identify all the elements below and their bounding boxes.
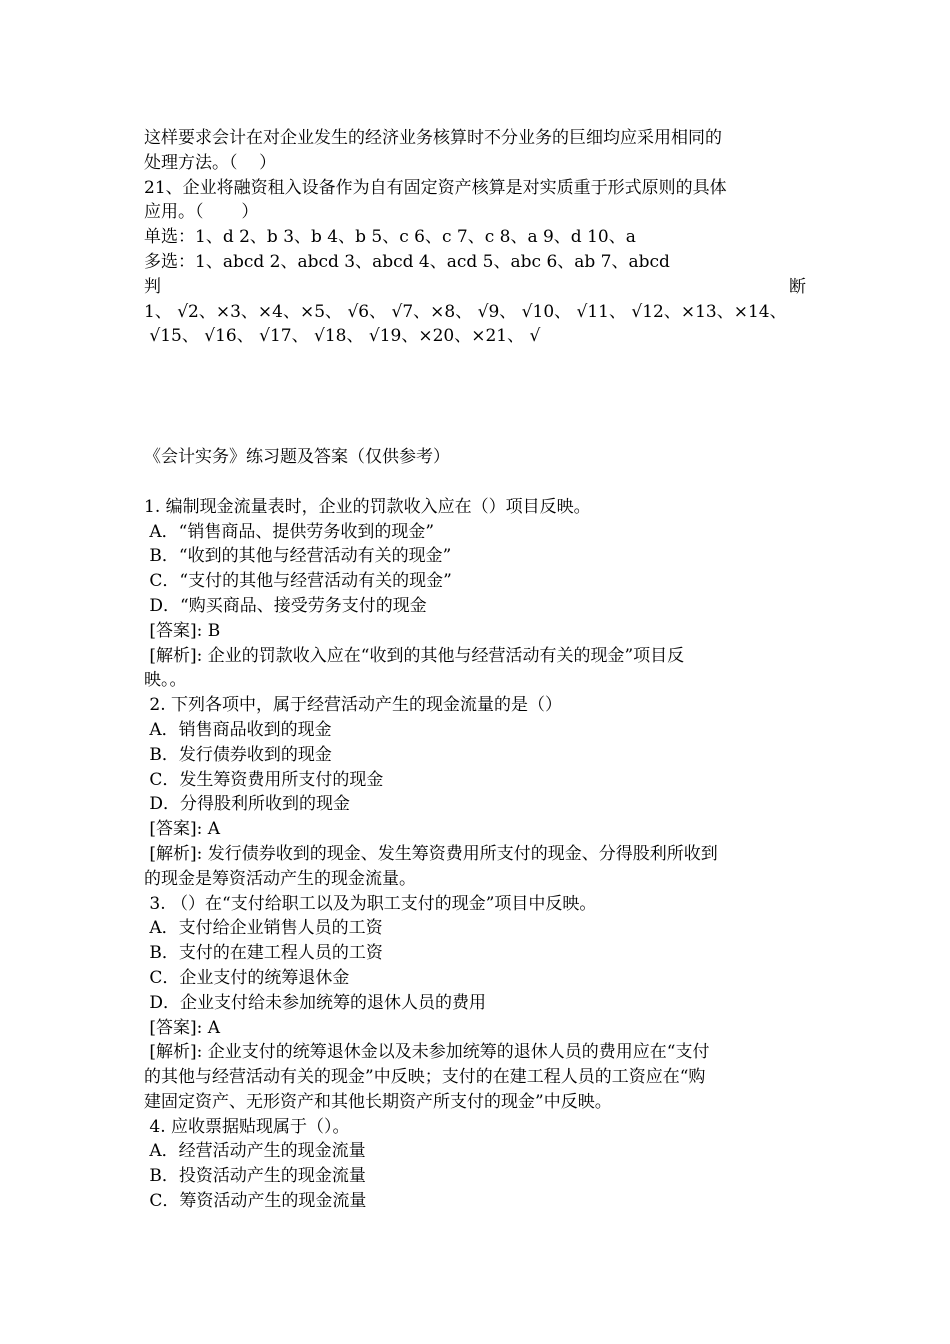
answer-line: [答案]: A	[144, 1017, 221, 1038]
option-line: B．发行债券收到的现金	[144, 744, 332, 765]
answer-line: [答案]: B	[144, 620, 221, 641]
judge-heading-right: 断	[789, 276, 806, 297]
option-line: D．企业支付给未参加统筹的退休人员的费用	[144, 992, 487, 1013]
option-line: A．销售商品收到的现金	[144, 719, 332, 740]
document-title: 《会计实务》练习题及答案（仅供参考）	[144, 447, 450, 468]
previous-section	[144, 126, 806, 349]
option-line: B．支付的在建工程人员的工资	[144, 943, 383, 964]
option-line: A．支付给企业销售人员的工资	[144, 918, 383, 939]
option-line: C．筹资活动产生的现金流量	[144, 1191, 367, 1212]
analysis-line: 建固定资产、无形资产和其他长期资产所支付的现金”中反映。	[144, 1091, 612, 1112]
option-line: C．“支付的其他与经营活动有关的现金”	[144, 571, 452, 592]
spacer	[144, 349, 806, 445]
exercise-section	[144, 495, 806, 1214]
judge-answers-line: 1、 √2、×3、×4、×5、 √6、 √7、×8、 √9、 √10、 √11、 √12、×13、×14、	[144, 301, 787, 322]
option-line: B．“收到的其他与经营活动有关的现金”	[144, 546, 452, 567]
option-line: C．企业支付的统筹退休金	[144, 967, 350, 988]
question-line: 2. 下列各项中，属于经营活动产生的现金流量的是（）	[144, 695, 563, 716]
analysis-line: [解析]: 发行债券收到的现金、发生筹资费用所支付的现金、分得股利所收到	[144, 843, 718, 864]
analysis-line: 的现金是筹资活动产生的现金流量。	[144, 868, 416, 889]
option-line: C．发生筹资费用所支付的现金	[144, 769, 384, 790]
spacer	[144, 470, 806, 495]
question-line: 4. 应收票据贴现属于（）。	[144, 1116, 350, 1137]
text-line: 21、企业将融资租入设备作为自有固定资产核算是对实质重于形式原则的具体	[144, 177, 727, 198]
analysis-line: 映。。	[144, 670, 187, 691]
option-line: A．经营活动产生的现金流量	[144, 1141, 366, 1162]
judge-answers-line: √15、 √16、 √17、 √18、 √19、×20、×21、 √	[144, 326, 541, 347]
question-line: 3. （）在“支付给职工以及为职工支付的现金”项目中反映。	[144, 893, 597, 914]
option-line: B．投资活动产生的现金流量	[144, 1166, 366, 1187]
single-choice-answers: 单选：1、d 2、b 3、b 4、b 5、c 6、c 7、c 8、a 9、d 10、a	[144, 227, 636, 248]
multi-choice-answers: 多选：1、abcd 2、abcd 3、abcd 4、acd 5、abc 6、ab 7、abcd	[144, 251, 670, 272]
document-page	[144, 126, 806, 1214]
analysis-line: 的其他与经营活动有关的现金”中反映；支付的在建工程人员的工资应在“购	[144, 1067, 706, 1088]
text-line: 应用。（ ）	[144, 202, 259, 223]
question-line: 1. 编制现金流量表时，企业的罚款收入应在（）项目反映。	[144, 496, 591, 517]
judge-heading	[144, 275, 806, 300]
analysis-line: [解析]: 企业的罚款收入应在“收到的其他与经营活动有关的现金”项目反	[144, 645, 685, 666]
text-line: 这样要求会计在对企业发生的经济业务核算时不分业务的巨细均应采用相同的	[144, 128, 722, 148]
text-line: 处理方法。（ ）	[144, 152, 277, 173]
option-line: D．分得股利所收到的现金	[144, 794, 351, 815]
analysis-line: [解析]: 企业支付的统筹退休金以及未参加统筹的退休人员的费用应在“支付	[144, 1042, 710, 1063]
option-line: A．“销售商品、提供劳务收到的现金”	[144, 521, 435, 542]
answer-line: [答案]: A	[144, 819, 221, 840]
option-line: D．“购买商品、接受劳务支付的现金	[144, 595, 427, 616]
judge-heading-left: 判	[144, 276, 161, 297]
